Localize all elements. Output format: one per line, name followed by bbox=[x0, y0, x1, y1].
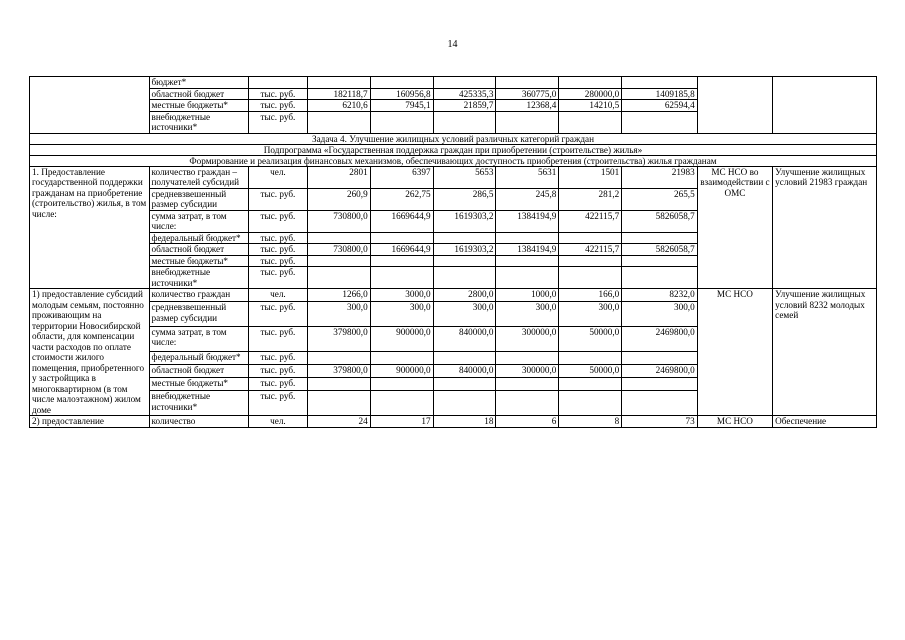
unit-cell: тыс. руб. bbox=[249, 391, 308, 416]
unit-cell: чел. bbox=[249, 416, 308, 428]
value-cell: 900000,0 bbox=[370, 326, 433, 351]
indicator-cell: внебюджетные источники* bbox=[149, 111, 249, 133]
value-cell: 73 bbox=[622, 416, 697, 428]
table-row bbox=[30, 416, 877, 428]
unit-cell: тыс. руб. bbox=[249, 326, 308, 351]
section-heading: Формирование и реализация финансовых механизмов, обеспечивающих доступность приобретения (строительства) жилья гражданам bbox=[30, 155, 877, 166]
value-cell bbox=[370, 111, 433, 133]
value-cell: 280000,0 bbox=[559, 88, 622, 100]
value-cell: 6397 bbox=[370, 166, 433, 188]
value-cell: 1501 bbox=[559, 166, 622, 188]
executor-cell: МС НСО bbox=[697, 289, 772, 416]
activity-name-cell: 2) предоставление bbox=[30, 416, 150, 428]
indicator-cell: областной бюджет bbox=[149, 244, 249, 256]
value-cell: 1619303,2 bbox=[433, 210, 496, 232]
value-cell: 1266,0 bbox=[307, 289, 370, 302]
value-cell bbox=[559, 111, 622, 133]
value-cell bbox=[433, 351, 496, 364]
activity-name-cell: 1) предоставление субсидий молодым семьям, постоянно проживающим на территории Новосибирской области, для компенсации части расходов по оплате стоимости жилого помещения, приобретенного у застройщика в многоквартирном (в том числе малоэтажном) жилом доме bbox=[30, 289, 150, 416]
value-cell bbox=[433, 232, 496, 244]
value-cell bbox=[496, 255, 559, 267]
value-cell bbox=[433, 377, 496, 390]
indicator-cell: средневзвешенный размер субсидии bbox=[149, 188, 249, 210]
value-cell bbox=[622, 351, 697, 364]
value-cell: 17 bbox=[370, 416, 433, 428]
value-cell bbox=[370, 351, 433, 364]
table-row bbox=[30, 166, 877, 188]
value-cell: 300,0 bbox=[433, 302, 496, 327]
value-cell: 50000,0 bbox=[559, 364, 622, 377]
value-cell: 265,5 bbox=[622, 188, 697, 210]
unit-cell: тыс. руб. bbox=[249, 255, 308, 267]
value-cell: 281,2 bbox=[559, 188, 622, 210]
value-cell: 422115,7 bbox=[559, 244, 622, 256]
value-cell bbox=[433, 255, 496, 267]
value-cell: 379800,0 bbox=[307, 326, 370, 351]
value-cell bbox=[370, 377, 433, 390]
value-cell: 14210,5 bbox=[559, 100, 622, 112]
value-cell bbox=[496, 351, 559, 364]
activity-name-cell: 1. Предоставление государственной поддержки гражданам на приобретение (строительство) жилья, в том числе: bbox=[30, 166, 150, 289]
value-cell bbox=[559, 391, 622, 416]
value-cell: 379800,0 bbox=[307, 364, 370, 377]
value-cell bbox=[496, 232, 559, 244]
value-cell bbox=[496, 391, 559, 416]
value-cell bbox=[433, 77, 496, 89]
value-cell bbox=[307, 377, 370, 390]
value-cell: 2469800,0 bbox=[622, 364, 697, 377]
value-cell bbox=[370, 77, 433, 89]
value-cell bbox=[370, 232, 433, 244]
unit-cell: тыс. руб. bbox=[249, 364, 308, 377]
value-cell: 5653 bbox=[433, 166, 496, 188]
value-cell bbox=[559, 77, 622, 89]
executor-cell bbox=[697, 77, 772, 134]
indicator-cell: внебюджетные источники* bbox=[149, 391, 249, 416]
section-heading-row bbox=[30, 133, 877, 144]
value-cell bbox=[622, 232, 697, 244]
table-row bbox=[30, 77, 877, 89]
value-cell bbox=[559, 351, 622, 364]
expected-result-cell: Улучшение жилищных условий 21983 граждан bbox=[773, 166, 877, 289]
value-cell: 18 bbox=[433, 416, 496, 428]
value-cell: 300000,0 bbox=[496, 326, 559, 351]
indicator-cell: внебюджетные источники* bbox=[149, 267, 249, 289]
unit-cell: тыс. руб. bbox=[249, 100, 308, 112]
value-cell: 5826058,7 bbox=[622, 244, 697, 256]
value-cell: 2801 bbox=[307, 166, 370, 188]
value-cell: 62594,4 bbox=[622, 100, 697, 112]
value-cell: 6 bbox=[496, 416, 559, 428]
indicator-cell: областной бюджет bbox=[149, 88, 249, 100]
value-cell bbox=[496, 77, 559, 89]
value-cell bbox=[622, 267, 697, 289]
indicator-cell: федеральный бюджет* bbox=[149, 351, 249, 364]
value-cell: 300,0 bbox=[370, 302, 433, 327]
unit-cell: тыс. руб. bbox=[249, 244, 308, 256]
value-cell bbox=[622, 77, 697, 89]
indicator-cell: местные бюджеты* bbox=[149, 100, 249, 112]
value-cell: 300,0 bbox=[307, 302, 370, 327]
value-cell: 300,0 bbox=[559, 302, 622, 327]
value-cell: 262,75 bbox=[370, 188, 433, 210]
unit-cell: тыс. руб. bbox=[249, 377, 308, 390]
executor-cell: МС НСО во взаимодействии с ОМС bbox=[697, 166, 772, 289]
value-cell: 1384194,9 bbox=[496, 210, 559, 232]
value-cell: 2469800,0 bbox=[622, 326, 697, 351]
indicator-cell: количество граждан – получателей субсидий bbox=[149, 166, 249, 188]
value-cell: 900000,0 bbox=[370, 364, 433, 377]
value-cell bbox=[496, 111, 559, 133]
value-cell bbox=[307, 267, 370, 289]
value-cell: 1409185,8 bbox=[622, 88, 697, 100]
value-cell: 422115,7 bbox=[559, 210, 622, 232]
value-cell: 425335,3 bbox=[433, 88, 496, 100]
indicator-cell: бюджет* bbox=[149, 77, 249, 89]
value-cell: 300000,0 bbox=[496, 364, 559, 377]
value-cell: 1669644,9 bbox=[370, 210, 433, 232]
value-cell bbox=[622, 255, 697, 267]
value-cell: 840000,0 bbox=[433, 326, 496, 351]
page-number: 14 bbox=[447, 39, 458, 50]
value-cell: 7945,1 bbox=[370, 100, 433, 112]
value-cell: 300,0 bbox=[622, 302, 697, 327]
value-cell: 3000,0 bbox=[370, 289, 433, 302]
value-cell: 5631 bbox=[496, 166, 559, 188]
value-cell bbox=[307, 351, 370, 364]
value-cell bbox=[622, 111, 697, 133]
value-cell bbox=[622, 377, 697, 390]
value-cell bbox=[559, 267, 622, 289]
unit-cell: тыс. руб. bbox=[249, 88, 308, 100]
value-cell bbox=[559, 255, 622, 267]
indicator-cell: сумма затрат, в том числе: bbox=[149, 210, 249, 232]
value-cell bbox=[307, 111, 370, 133]
value-cell: 1000,0 bbox=[496, 289, 559, 302]
value-cell: 182118,7 bbox=[307, 88, 370, 100]
value-cell: 8232,0 bbox=[622, 289, 697, 302]
value-cell bbox=[370, 391, 433, 416]
unit-cell: чел. bbox=[249, 289, 308, 302]
unit-cell: тыс. руб. bbox=[249, 232, 308, 244]
expected-result-cell: Обеспечение bbox=[773, 416, 877, 428]
value-cell bbox=[307, 77, 370, 89]
value-cell: 8 bbox=[559, 416, 622, 428]
section-heading-row bbox=[30, 155, 877, 166]
indicator-cell: сумма затрат, в том числе: bbox=[149, 326, 249, 351]
indicator-cell: федеральный бюджет* bbox=[149, 232, 249, 244]
value-cell: 1669644,9 bbox=[370, 244, 433, 256]
indicator-cell: местные бюджеты* bbox=[149, 255, 249, 267]
value-cell: 50000,0 bbox=[559, 326, 622, 351]
value-cell: 245,8 bbox=[496, 188, 559, 210]
expected-result-cell: Улучшение жилищных условий 8232 молодых семей bbox=[773, 289, 877, 416]
value-cell: 260,9 bbox=[307, 188, 370, 210]
unit-cell: тыс. руб. bbox=[249, 351, 308, 364]
value-cell: 21983 bbox=[622, 166, 697, 188]
unit-cell: тыс. руб. bbox=[249, 302, 308, 327]
value-cell: 160956,8 bbox=[370, 88, 433, 100]
value-cell bbox=[370, 255, 433, 267]
value-cell bbox=[559, 232, 622, 244]
value-cell bbox=[496, 267, 559, 289]
value-cell: 5826058,7 bbox=[622, 210, 697, 232]
unit-cell: тыс. руб. bbox=[249, 188, 308, 210]
value-cell bbox=[307, 391, 370, 416]
value-cell bbox=[370, 267, 433, 289]
activity-name-cell bbox=[30, 77, 150, 134]
value-cell: 840000,0 bbox=[433, 364, 496, 377]
value-cell: 24 bbox=[307, 416, 370, 428]
value-cell: 1384194,9 bbox=[496, 244, 559, 256]
indicator-cell: количество bbox=[149, 416, 249, 428]
value-cell bbox=[307, 232, 370, 244]
value-cell: 730800,0 bbox=[307, 210, 370, 232]
value-cell: 730800,0 bbox=[307, 244, 370, 256]
value-cell bbox=[433, 111, 496, 133]
value-cell bbox=[433, 267, 496, 289]
section-heading-row bbox=[30, 144, 877, 155]
unit-cell: тыс. руб. bbox=[249, 267, 308, 289]
value-cell: 6210,6 bbox=[307, 100, 370, 112]
value-cell bbox=[622, 391, 697, 416]
value-cell bbox=[433, 391, 496, 416]
program-table bbox=[29, 76, 877, 428]
indicator-cell: областной бюджет bbox=[149, 364, 249, 377]
value-cell: 21859,7 bbox=[433, 100, 496, 112]
section-heading: Задача 4. Улучшение жилищных условий различных категорий граждан bbox=[30, 133, 877, 144]
value-cell bbox=[496, 377, 559, 390]
indicator-cell: местные бюджеты* bbox=[149, 377, 249, 390]
executor-cell: МС НСО bbox=[697, 416, 772, 428]
value-cell: 2800,0 bbox=[433, 289, 496, 302]
indicator-cell: количество граждан bbox=[149, 289, 249, 302]
value-cell: 166,0 bbox=[559, 289, 622, 302]
value-cell: 360775,0 bbox=[496, 88, 559, 100]
unit-cell bbox=[249, 77, 308, 89]
unit-cell: чел. bbox=[249, 166, 308, 188]
value-cell: 1619303,2 bbox=[433, 244, 496, 256]
expected-result-cell bbox=[773, 77, 877, 134]
section-heading: Подпрограмма «Государственная поддержка граждан при приобретении (строительстве) жилья» bbox=[30, 144, 877, 155]
value-cell: 12368,4 bbox=[496, 100, 559, 112]
value-cell: 286,5 bbox=[433, 188, 496, 210]
indicator-cell: средневзвешенный размер субсидии bbox=[149, 302, 249, 327]
value-cell bbox=[307, 255, 370, 267]
unit-cell: тыс. руб. bbox=[249, 210, 308, 232]
value-cell: 300,0 bbox=[496, 302, 559, 327]
unit-cell: тыс. руб. bbox=[249, 111, 308, 133]
table-row bbox=[30, 289, 877, 302]
value-cell bbox=[559, 377, 622, 390]
